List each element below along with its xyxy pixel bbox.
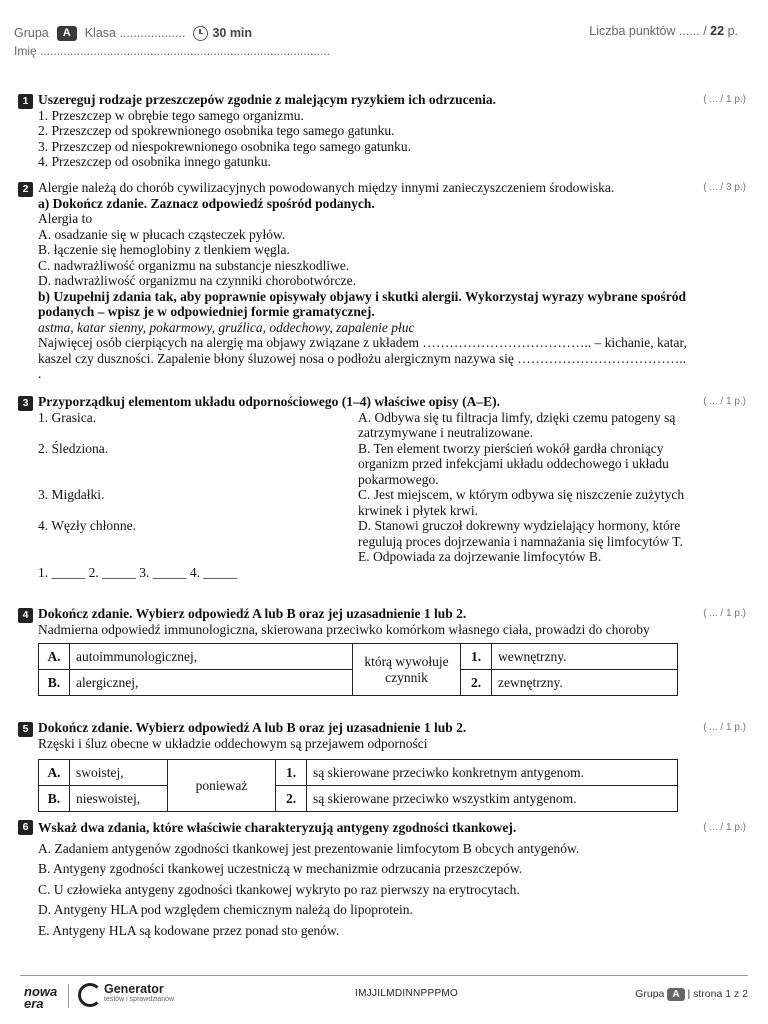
class-field: Klasa ................... (84, 26, 186, 40)
task-number: 1 (18, 94, 33, 109)
fill-in-text[interactable]: Najwięcej osób cierpiących na alergię ma objawy związane z układem ……………………………….. – kichanie, katar, kaszel czy duszności. Zapalenie błony śluzowej nosa o podłożu alergicznym nazywa się ……………………………….. . (38, 335, 687, 381)
group-label: Grupa (14, 26, 49, 40)
answer-line[interactable]: 1. _____ 2. _____ 3. _____ 4. _____ (38, 564, 238, 580)
element-2: 2. Śledziona. (38, 440, 109, 456)
reason-text[interactable]: są skierowane przeciwko konkretnym antygenom. (307, 760, 678, 786)
reason-number[interactable]: 1. (461, 644, 492, 670)
task-score: ( ... / 1 p.) (703, 94, 746, 105)
option-text[interactable]: alergicznej, (70, 670, 353, 696)
element-3: 3. Migdałki. (38, 487, 105, 502)
list-item: 2. Przeszczep od spokrewnionego osobnika tego samego gatunku. (38, 123, 395, 138)
task-3 (18, 394, 750, 580)
task-number: 2 (18, 182, 33, 197)
option-letter[interactable]: B. (39, 786, 70, 812)
list-item: 3. Przeszczep od niespokrewnionego osobnika tego samego gatunku. (38, 138, 412, 154)
reason-text[interactable]: wewnętrzny. (492, 644, 678, 670)
task-number: 5 (18, 722, 33, 737)
task-2 (18, 180, 750, 382)
clock-icon (193, 26, 208, 41)
points-summary (589, 24, 738, 38)
points-total: 22 (710, 24, 725, 38)
description-c: C. Jest miejscem, w którym odbywa się niszczenie zużytych krwinek i płytek krwi. (358, 487, 685, 518)
option-a[interactable]: A. osadzanie się w płucach cząsteczek pyłów. (38, 226, 286, 242)
task-score: ( ... / 3 p.) (703, 182, 746, 193)
nowa-era-logo (24, 986, 57, 1010)
element-1: 1. Grasica. (38, 409, 97, 425)
element-4: 4. Węzły chłonne. (38, 518, 136, 533)
task-score: ( ... / 1 p.) (703, 608, 746, 619)
reason-number[interactable]: 1. (276, 760, 307, 786)
task-part-a-title: a) Dokończ zdanie. Zaznacz odpowiedź spośród podanych. (38, 195, 375, 211)
task-score: ( ... / 1 p.) (703, 822, 746, 833)
page-number: | strona 1 z 2 (687, 988, 748, 1000)
task-title: Przyporządkuj elementom układu odpornościowego (1–4) właściwe opisy (A–E). (38, 394, 500, 409)
time-indicator (193, 26, 252, 41)
test-code: IMJJILMDINNPPPMO (355, 988, 459, 999)
option-letter[interactable]: A. (39, 644, 70, 670)
generator-title: Generator (104, 982, 164, 996)
reason-number[interactable]: 2. (276, 786, 307, 812)
group-badge: A (57, 26, 77, 41)
table-row (39, 644, 678, 670)
description-a: A. Odbywa się tu filtracja limfy, dzięki czemu patogeny są zatrzymywane i neutralizowane. (358, 409, 676, 440)
option-b[interactable]: B. Antygeny zgodności tkankowej uczestniczą w mechanizmie odrzucania przeszczepów. (38, 861, 523, 876)
answer-table (38, 759, 678, 812)
connector-text: którą wywołuje czynnik (353, 644, 461, 696)
task-number: 6 (18, 820, 33, 835)
task-score: ( ... / 1 p.) (703, 396, 746, 407)
connector-text: ponieważ (168, 760, 276, 812)
task-intro: Alergie należą do chorób cywilizacyjnych powodowanych między innymi zanieczyszczeniem środowiska. (38, 180, 615, 195)
name-field: Imię ....................................................................................... (14, 44, 331, 58)
task-number: 3 (18, 396, 33, 411)
generator-logo-icon (78, 983, 102, 1007)
list-item: 4. Przeszczep od osobnika innego gatunku. (38, 154, 271, 169)
footer-group-badge: A (667, 988, 684, 1001)
points-label: Liczba punktów ...... / (589, 24, 707, 38)
option-letter[interactable]: A. (39, 760, 70, 786)
generator-subtitle: testów i sprawdzianów (104, 996, 175, 1003)
option-text[interactable]: nieswoistej, (70, 786, 168, 812)
task-title: Dokończ zdanie. Wybierz odpowiedź A lub B oraz jej uzasadnienie 1 lub 2. (38, 720, 467, 735)
option-c[interactable]: C. nadwrażliwość organizmu na substancje nieszkodliwe. (38, 257, 350, 273)
task-stem: Nadmierna odpowiedź immunologiczna, skierowana przeciwko komórkom własnego ciała, prowadzi do choroby (38, 621, 650, 637)
list-item: 1. Przeszczep w obrębie tego samego organizmu. (38, 107, 304, 123)
option-e[interactable]: E. Antygeny HLA są kodowane przez ponad sto genów. (38, 922, 340, 938)
task-5 (18, 720, 750, 812)
option-c[interactable]: C. U człowieka antygeny zgodności tkankowej wykryto po raz pierwszy na erytrocytach. (38, 881, 520, 897)
task-part-b-title: b) Uzupełnij zdania tak, aby poprawnie opisywały objawy i skutki alergii. Wykorzystaj wyrazy wybrane spośród podanych – wpisz je w odpowiedniej formie gramatycznej. (38, 288, 687, 319)
points-unit: p. (727, 24, 738, 38)
page-indicator (635, 988, 748, 1001)
task-score: ( ... / 1 p.) (703, 722, 746, 733)
option-b[interactable]: B. łączenie się hemoglobiny z tlenkiem węgla. (38, 242, 290, 257)
option-a[interactable]: A. Zadaniem antygenów zgodności tkankowej jest prezentowanie limfocytom B obcych antygenów. (38, 840, 580, 856)
task-title: Dokończ zdanie. Wybierz odpowiedź A lub B oraz jej uzasadnienie 1 lub 2. (38, 606, 467, 621)
task-stem: Rzęski i śluz obecne w układzie oddechowym są przejawem odporności (38, 735, 428, 751)
table-row (39, 760, 678, 786)
logo-divider (68, 984, 69, 1008)
option-d[interactable]: D. Antygeny HLA pod względem chemicznym należą do lipoprotein. (38, 902, 413, 917)
time-value: 30 min (212, 26, 253, 40)
table-row (39, 786, 678, 812)
description-b: B. Ten element tworzy pierścień wokół gardła chroniący organizm przed infekcjami układu oddechowego i układu pokarmowego. (358, 440, 669, 487)
footer-group-label: Grupa (635, 988, 665, 1000)
logo-text: nowa (24, 984, 58, 999)
task-4 (18, 606, 750, 696)
logo-text: era (24, 996, 44, 1011)
task-title: Uszereguj rodzaje przeszczepów zgodnie z malejącym ryzykiem ich odrzucenia. (38, 92, 496, 107)
description-e: E. Odpowiada za dojrzewanie limfocytów B. (358, 549, 602, 564)
description-d: D. Stanowi gruczoł dokrewny wydzielający hormony, które regulują proces dojrzewania i namnażania się limfocytów T. (358, 518, 683, 549)
reason-text[interactable]: zewnętrzny. (492, 670, 678, 696)
reason-number[interactable]: 2. (461, 670, 492, 696)
option-text[interactable]: autoimmunologicznej, (70, 644, 353, 670)
option-letter[interactable]: B. (39, 670, 70, 696)
answer-table (38, 643, 678, 696)
reason-text[interactable]: są skierowane przeciwko wszystkim antygenom. (307, 786, 678, 812)
option-d[interactable]: D. nadwrażliwość organizmu na czynniki chorobotwórcze. (38, 273, 357, 288)
task-6 (18, 818, 750, 941)
task-title: Wskaż dwa zdania, które właściwie charakteryzują antygeny zgodności tkankowej. (38, 820, 517, 835)
page-footer (20, 975, 748, 1016)
task-number: 4 (18, 608, 33, 623)
option-text[interactable]: swoistej, (70, 760, 168, 786)
word-bank: astma, katar sienny, pokarmowy, gruźlica, oddechowy, zapalenie płuc (38, 319, 415, 335)
task-1 (18, 92, 750, 170)
task-stem: Alergia to (38, 211, 93, 226)
page-header (14, 24, 738, 58)
